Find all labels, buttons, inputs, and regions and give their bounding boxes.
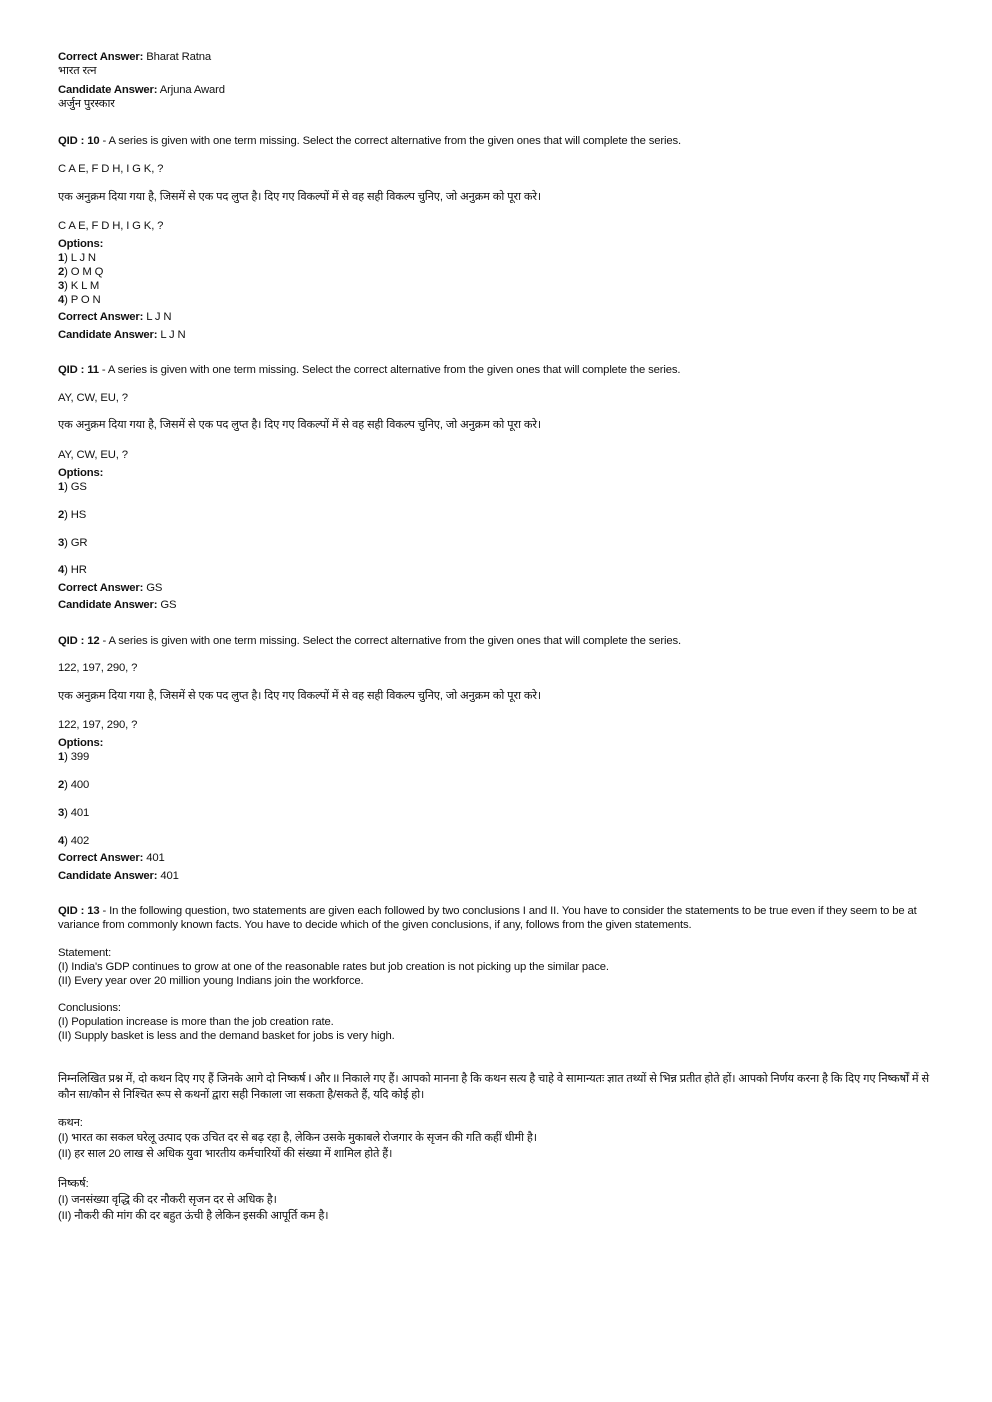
q11-option-3: [58, 536, 87, 550]
value: L J N: [160, 329, 186, 341]
q10-option-3: [58, 279, 99, 293]
num: 4: [58, 294, 65, 306]
num: 3: [58, 537, 65, 549]
q10-hindi: एक अनुक्रम दिया गया है, जिसमें से एक पद लुप्त है। दिए गए विकल्पों में से वह सही विकल्प चुनिए, जो अनुक्रम को पूरा करे।: [58, 191, 541, 203]
qid: QID : 11: [58, 364, 99, 376]
text: ) HS: [64, 509, 87, 521]
label: Correct Answer:: [58, 852, 144, 864]
q12-option-1: [58, 750, 89, 764]
label: Candidate Answer:: [58, 329, 158, 341]
num: 4: [58, 835, 65, 847]
label: Candidate Answer:: [58, 870, 158, 882]
text: ) 401: [64, 807, 90, 819]
text: ) 402: [64, 835, 90, 847]
q12-option-3: [58, 806, 89, 820]
label: Correct Answer:: [58, 51, 144, 63]
q13-conclusion-1-hindi: (I) जनसंख्या वृद्धि की दर नौकरी सृजन दर से अधिक है।: [58, 1194, 277, 1206]
text: ) O M Q: [64, 266, 104, 278]
question-text: - A series is given with one term missing. Select the correct alternative from the given ones that will complete the series.: [99, 135, 682, 147]
text: ) L J N: [64, 252, 96, 264]
question-13-text: [58, 904, 938, 932]
qid: QID : 13: [58, 905, 100, 917]
q13-conclusions-label-hindi: निष्कर्ष:: [58, 1178, 89, 1190]
q13-statement-2-hindi: (II) हर साल 20 लाख से अधिक युवा भारतीय कर्मचारियों की संख्या में शामिल होते हैं।: [58, 1148, 393, 1160]
q11-series: AY, CW, EU, ?: [58, 392, 128, 404]
q12-correct-answer: [58, 851, 165, 865]
value: 401: [146, 852, 165, 864]
q11-option-1: [58, 480, 87, 494]
num: 1: [58, 481, 65, 493]
q12-hindi: एक अनुक्रम दिया गया है, जिसमें से एक पद लुप्त है। दिए गए विकल्पों में से वह सही विकल्प चुनिए, जो अनुक्रम को पूरा करे।: [58, 690, 541, 702]
question-text: - In the following question, two statements are given each followed by two conclusions I and II. You have to consider the statements to be true even if they seem to be at variance from commonly known facts. You have to decide which of the given conclusions, if any, follows from the given statements.: [58, 905, 917, 931]
value: L J N: [146, 311, 172, 323]
q10-options-label: [58, 237, 103, 251]
num: 4: [58, 564, 65, 576]
value: Arjuna Award: [159, 84, 225, 96]
prev-candidate-answer-hindi: अर्जुन पुरस्कार: [58, 98, 115, 110]
q13-statement-2: (II) Every year over 20 million young Indians join the workforce.: [58, 975, 364, 987]
label: Candidate Answer:: [58, 84, 158, 96]
value: Bharat Ratna: [146, 51, 211, 63]
q11-option-2: [58, 508, 86, 522]
num: 1: [58, 751, 65, 763]
question-11-text: [58, 363, 680, 377]
q12-options-label: [58, 736, 103, 750]
num: 2: [58, 266, 65, 278]
q11-series-hindi: AY, CW, EU, ?: [58, 449, 128, 461]
num: 3: [58, 807, 65, 819]
q13-conclusion-1: (I) Population increase is more than the job creation rate.: [58, 1016, 334, 1028]
text: ) 399: [64, 751, 90, 763]
question-text: - A series is given with one term missing. Select the correct alternative from the given ones that will complete the series.: [98, 364, 681, 376]
question-12-text: [58, 634, 681, 648]
prev-correct-answer-hindi: भारत रत्न: [58, 65, 97, 77]
num: 1: [58, 252, 65, 264]
q13-hindi: निम्नलिखित प्रश्न में, दो कथन दिए गए हैं जिनके आगे दो निष्कर्ष I और II निकाले गए हैं। आपको मानना है कि कथन सत्य है चाहे वे सामान्यतः ज्ञात तथ्यों से भिन्न प्रतीत होते हों। आपको निर्णय करना है कि दिए गए निष्कर्षों में से कौन सा/कौन से निश्चित रूप से कथनों द्वारा सही निकाला जा सकता है/सकते हैं, यदि कोई हो।: [58, 1073, 929, 1101]
q13-conclusion-2-hindi: (II) नौकरी की मांग की दर बहुत ऊंची है लेकिन इसकी आपूर्ति कम है।: [58, 1210, 329, 1222]
q10-correct-answer: [58, 310, 171, 324]
q12-option-2: [58, 778, 89, 792]
label: Correct Answer:: [58, 582, 144, 594]
q13-conclusion-2: (II) Supply basket is less and the demand basket for jobs is very high.: [58, 1030, 395, 1042]
qid: QID : 10: [58, 135, 100, 147]
q10-candidate-answer: [58, 328, 186, 342]
question-10-text: [58, 134, 681, 148]
text: ) P O N: [64, 294, 101, 306]
num: 2: [58, 779, 65, 791]
q11-option-4: [58, 563, 87, 577]
num: 3: [58, 280, 65, 292]
value: 401: [160, 870, 179, 882]
label: Candidate Answer:: [58, 599, 158, 611]
q11-candidate-answer: [58, 598, 176, 612]
q10-option-1: [58, 251, 96, 265]
prev-candidate-answer: [58, 83, 225, 97]
prev-correct-answer: [58, 50, 211, 64]
q12-series: 122, 197, 290, ?: [58, 662, 138, 674]
num: 2: [58, 509, 65, 521]
text: ) GS: [64, 481, 87, 493]
qid: QID : 12: [58, 635, 100, 647]
q10-option-4: [58, 293, 101, 307]
label: Options:: [58, 737, 104, 749]
q12-candidate-answer: [58, 869, 179, 883]
label: Correct Answer:: [58, 311, 144, 323]
label: Options:: [58, 467, 104, 479]
q12-series-hindi: 122, 197, 290, ?: [58, 719, 138, 731]
q13-statement-label-hindi: कथन:: [58, 1117, 83, 1129]
text: ) HR: [64, 564, 87, 576]
q10-series: C A E, F D H, I G K, ?: [58, 163, 164, 175]
q11-correct-answer: [58, 581, 162, 595]
q13-statement-1: (I) India's GDP continues to grow at one of the reasonable rates but job creation is not picking up the similar pace.: [58, 961, 609, 973]
label: Options:: [58, 238, 104, 250]
q10-option-2: [58, 265, 103, 279]
text: ) GR: [64, 537, 88, 549]
q13-conclusions-label: Conclusions:: [58, 1002, 121, 1014]
q12-option-4: [58, 834, 89, 848]
question-text: - A series is given with one term missing. Select the correct alternative from the given ones that will complete the series.: [99, 635, 682, 647]
text: ) K L M: [64, 280, 100, 292]
text: ) 400: [64, 779, 90, 791]
q11-options-label: [58, 466, 103, 480]
value: GS: [146, 582, 163, 594]
value: GS: [160, 599, 177, 611]
q10-series-hindi: C A E, F D H, I G K, ?: [58, 220, 164, 232]
q13-statement-label: Statement:: [58, 947, 112, 959]
q13-statement-1-hindi: (I) भारत का सकल घरेलू उत्पाद एक उचित दर से बढ़ रहा है, लेकिन उसके मुकाबले रोजगार के सृजन की गति कहीं धीमी है।: [58, 1132, 537, 1144]
q11-hindi: एक अनुक्रम दिया गया है, जिसमें से एक पद लुप्त है। दिए गए विकल्पों में से वह सही विकल्प चुनिए, जो अनुक्रम को पूरा करे।: [58, 419, 541, 431]
